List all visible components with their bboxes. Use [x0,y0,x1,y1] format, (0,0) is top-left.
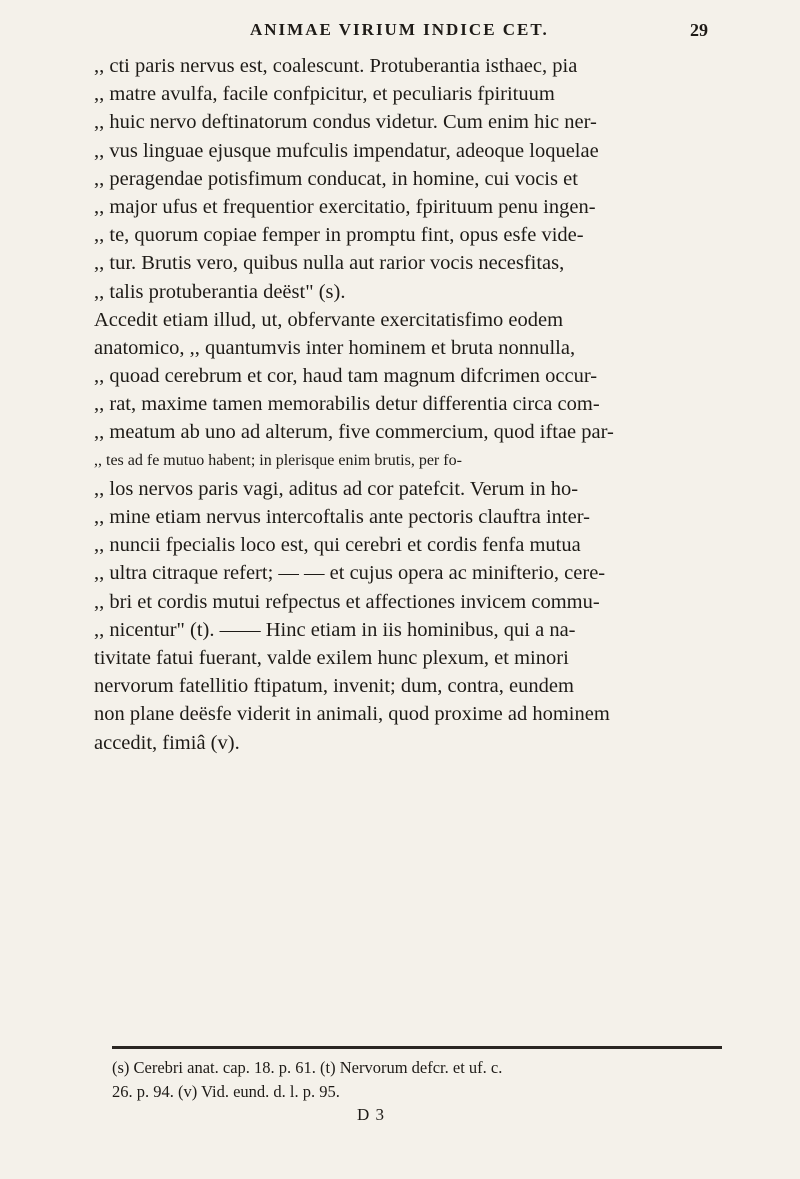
text-line: accedit, fimiâ (v). [94,731,240,754]
footnotes [112,1056,732,1104]
text-line: ,, los nervos paris vagi, aditus ad cor patefcit. Verum in ho- [94,477,579,500]
text-line: ,, talis protuberantia deëst" (s). [94,280,346,303]
text-line: ,, peragendae potisfimum conducat, in homine, cui vocis et [94,167,578,190]
text-line: ,, tes ad fe mutuo habent; in plerisque enim brutis, per fo- [94,451,462,469]
text-line: non plane deësfe viderit in animali, quod proxime ad hominem [94,703,610,726]
text-line: ,, major ufus et frequentior exercitatio, fpirituum penu ingen- [94,195,596,218]
text-line: ,, mine etiam nervus intercoftalis ante pectoris clauftra inter- [94,506,590,528]
text-line: ,, huic nervo deftinatorum condus videtur. Cum enim hic ner- [94,111,597,134]
text-line: ,, rat, maxime tamen memorabilis detur differentia circa com- [94,393,600,416]
text-line: ,, bri et cordis mutui refpectus et affectiones invicem commu- [94,590,600,613]
text-line: nervorum fatellitio ftipatum, invenit; dum, contra, eundem [94,675,574,698]
running-head: ANIMAE VIRIUM INDICE CET. [250,20,549,39]
text-line: ,, cti paris nervus est, coalescunt. Protuberantia isthaec, pia [94,55,578,77]
footnote-line: 26. p. 94. (v) Vid. eund. d. l. p. 95. [112,1082,340,1101]
text-line: ,, meatum ab uno ad alterum, five commercium, quod iftae par- [94,421,614,444]
page-number: 29 [690,20,708,40]
text-line: ,, nicentur" (t). —— Hinc etiam in iis hominibus, qui a na- [94,618,576,641]
text-line: tivitate fatui fuerant, valde exilem hunc plexum, et minori [94,646,569,669]
footnote-divider [112,1046,722,1049]
text-line: ,, tur. Brutis vero, quibus nulla aut rarior vocis necesfitas, [94,252,565,275]
page-header [80,12,708,46]
text-line: ,, vus linguae ejusque mufculis impendatur, adeoque loquelae [94,139,599,162]
text-line: ,, te, quorum copiae femper in promptu fint, opus esfe vide- [94,224,584,247]
text-line: Accedit etiam illud, ut, obfervante exercitatisfimo eodem [94,308,564,331]
footnote-line: (s) Cerebri anat. cap. 18. p. 61. (t) Nervorum defcr. et uf. c. [112,1058,503,1077]
main-text [94,52,724,757]
text-line: ,, quoad cerebrum et cor, haud tam magnum difcrimen occur- [94,365,598,388]
text-line: ,, ultra citraque refert; — — et cujus opera ac minifterio, cere- [94,562,606,585]
text-line: anatomico, ,, quantumvis inter hominem et bruta nonnulla, [94,336,576,359]
text-line: ,, matre avulfa, facile confpicitur, et peculiaris fpirituum [94,83,555,106]
text-line: ,, nuncii fpecialis loco est, qui cerebri et cordis fenfa mutua [94,534,581,557]
signature-mark: D 3 [357,1105,386,1124]
